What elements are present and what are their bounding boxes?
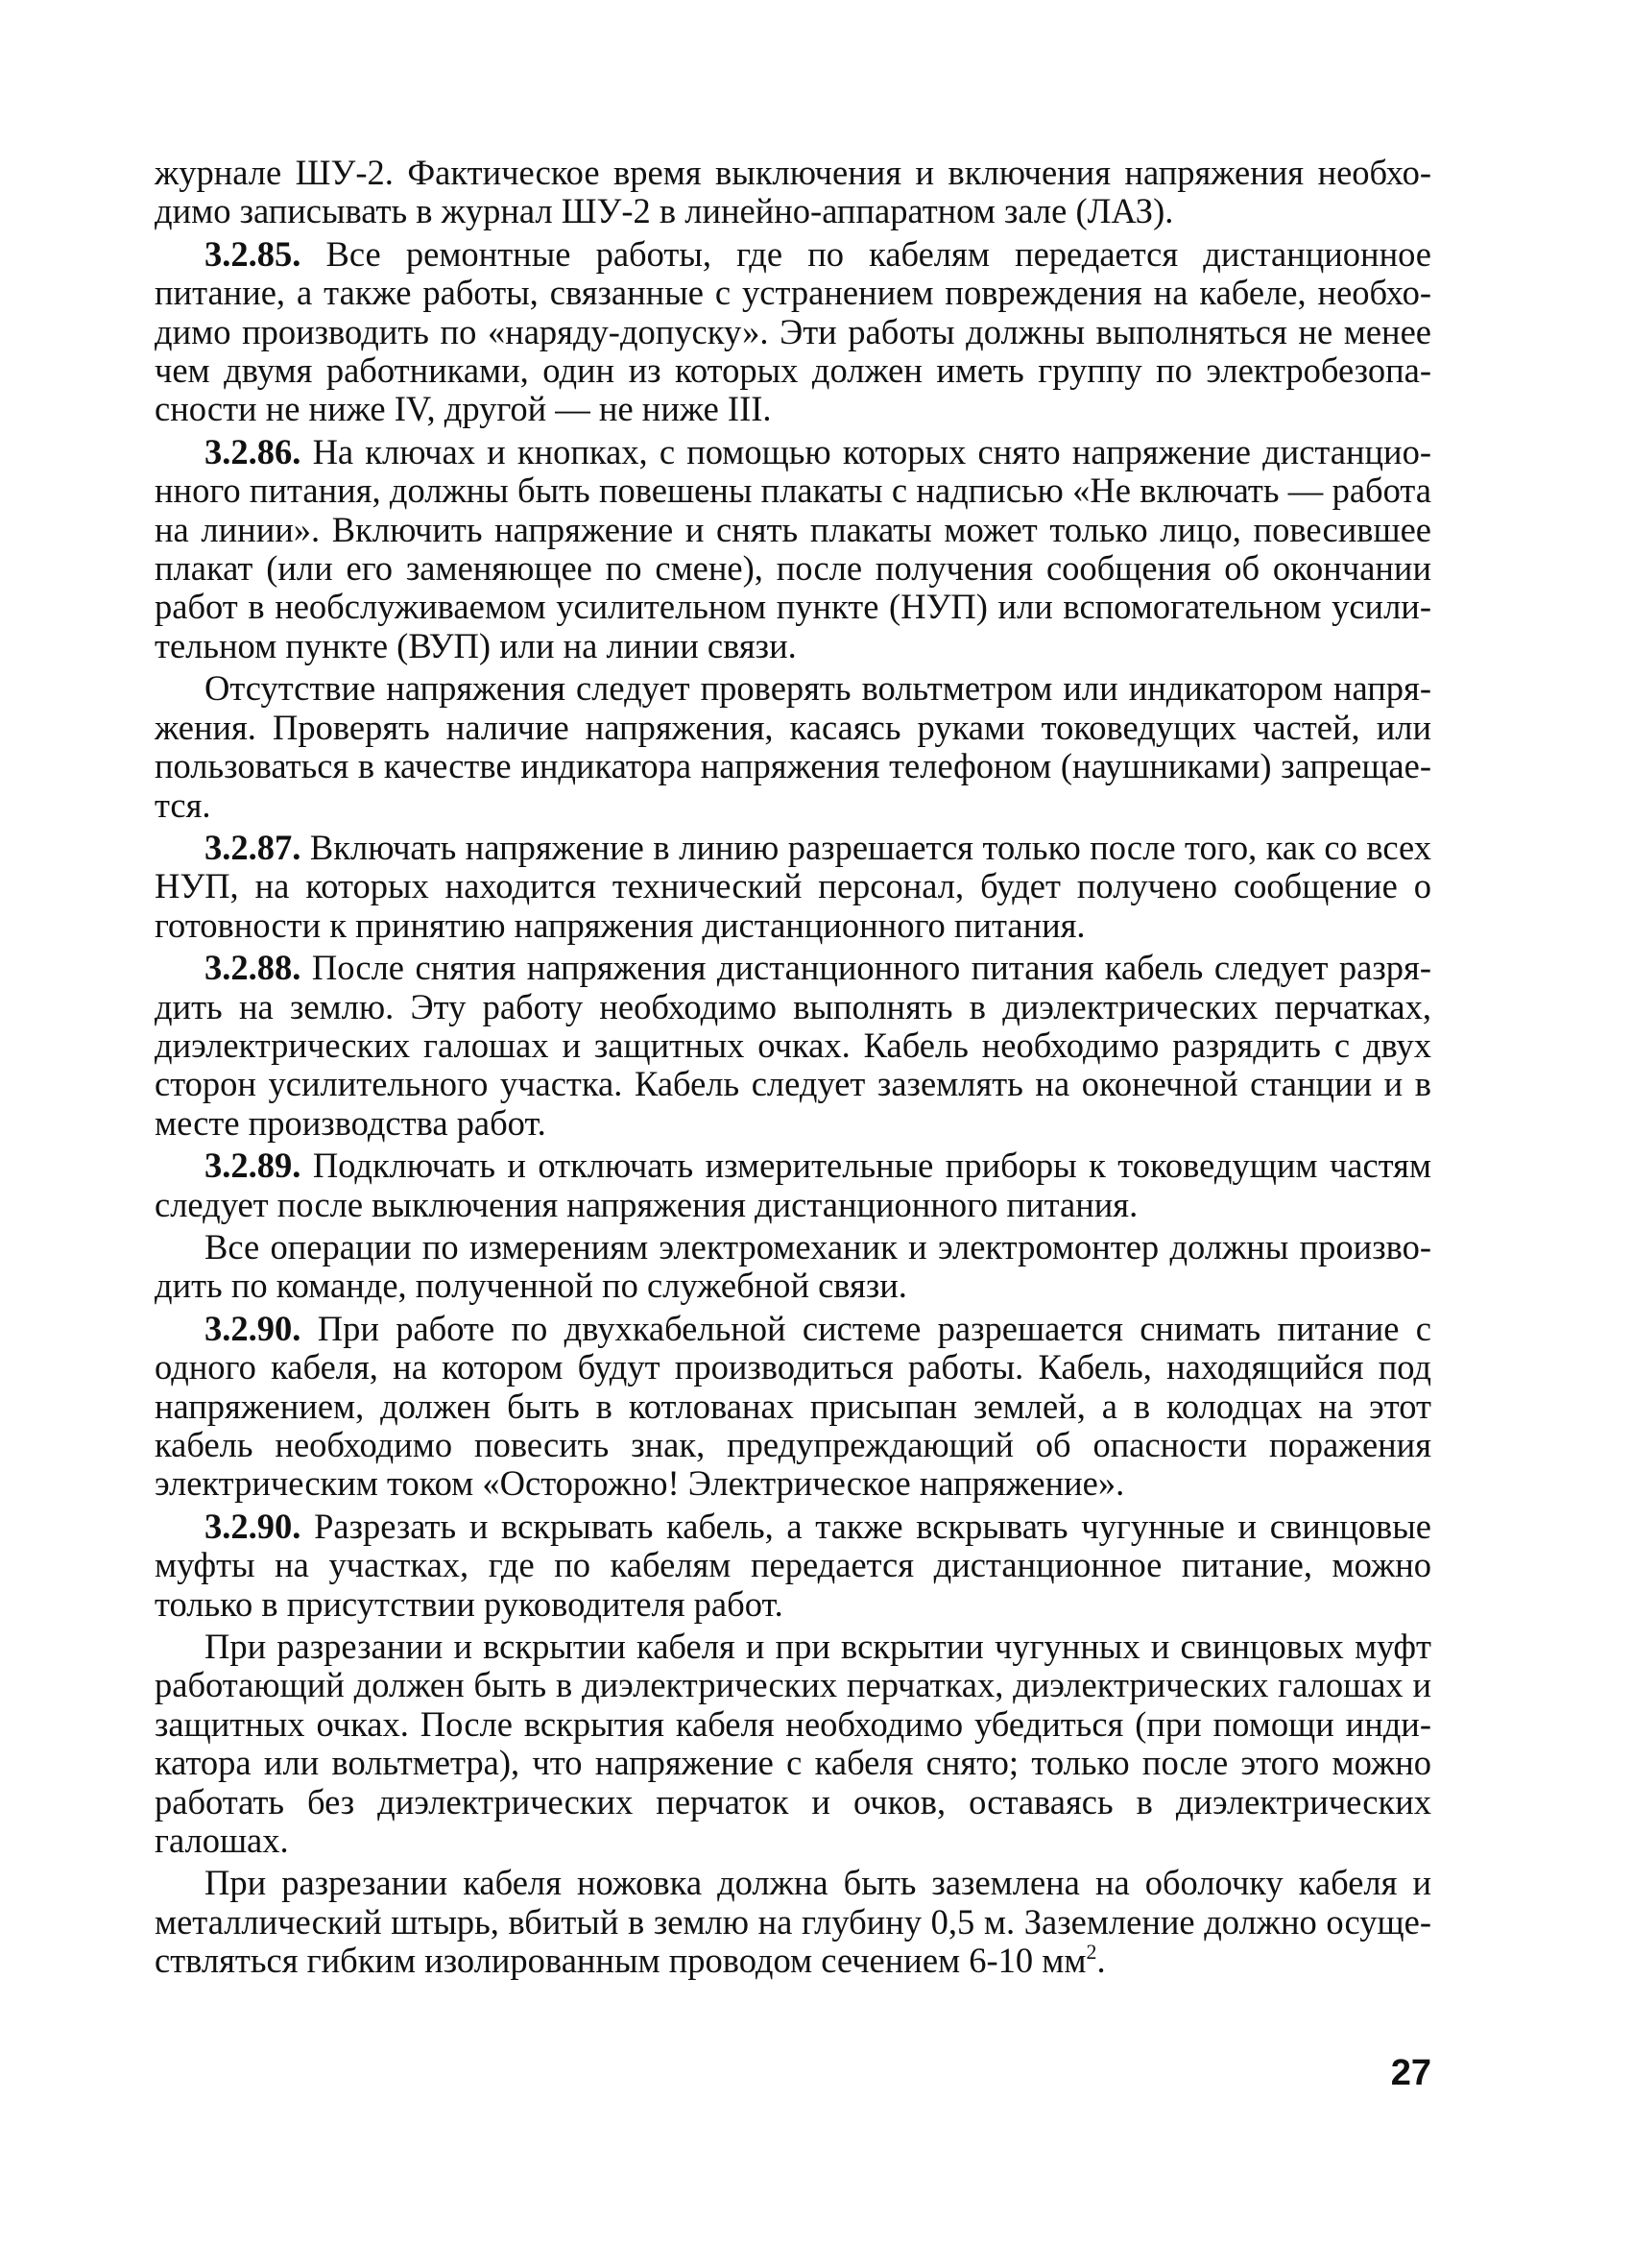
clause-number: 3.2.90. [204,1308,301,1348]
paragraph-cable-opening: При разрезании и вскрытии кабеля и при вскрытии чугунных и свинцовых муфт работающий должен быть в диэлектрических перчатках, диэлектрических галошах и защитных очках. После вскрытия кабеля необходимо убедиться (при помощи индикатора или вольтметра), что напряжение с кабеля снято; только после этого можно работать без диэлектрических перчаток и очков, оставаясь в диэлектрических галошах. [155,1627,1431,1861]
paragraph-continuation: журнале ШУ-2. Фактическое время выключения и включения напряжения необходимо записывать в журнал ШУ-2 в линейно-аппаратном зале (ЛАЗ). [155,153,1431,231]
clause-number: 3.2.90. [204,1506,301,1546]
paragraph-measurements: Все операции по измерениям электромеханик и электромонтер должны производить по команде, полученной по служебной связи. [155,1226,1431,1306]
paragraph-3-2-85: 3.2.85. Все ремонтные работы, где по кабелям передается дистанционное питание, а также работы, связанные с устранением повреждения на кабеле, необходимо производить по «наряду-допуску». Эти работы должны выполняться не менее чем двумя работниками, один из которых должен иметь группу по электробезопасности не ниже IV, другой — не ниже III. [155,233,1431,429]
clause-number: 3.2.87. [204,827,301,867]
paragraph-grounding: При разрезании кабеля ножовка должна быть заземлена на оболочку кабеля и металлический штырь, вбитый в землю на глубину 0,5 м. Заземление должно осуществляться гибким изолированным проводом сечением 6-10 $мм^2$. [155,1863,1431,1981]
paragraph-3-2-88: 3.2.88. После снятия напряжения дистанционного питания кабель следует разрядить на землю. Эту работу необходимо выполнять в диэлектрических перчатках, диэлектрических галошах и защитных очках. Кабель необходимо разрядить с двух сторон усилительного участка. Кабель следует заземлять на оконечной станции и в месте производства работ. [155,948,1431,1143]
document-page [155,154,1431,1981]
page-number: 27 [1390,2053,1431,2093]
clause-number: 3.2.86. [204,431,301,471]
clause-number: 3.2.89. [204,1146,301,1186]
paragraph-3-2-86: 3.2.86. На ключах и кнопках, с помощью которых снято напряжение дистанционного питания, должны быть повешены плакаты с надписью «Не включать — работа на линии». Включить напряжение и снять плакаты может только лицо, повесившее плакат (или его заменяющее по смене), после получения сообщения об окончании работ в необслуживаемом усилительном пункте (НУП) или вспомогательном усилительном пункте (ВУП) или на линии связи. [155,431,1431,665]
paragraph-3-2-90-b: 3.2.90. Разрезать и вскрывать кабель, а также вскрывать чугунные и свинцовые муфты на участках, где по кабелям передается дистанционное питание, можно только в присутствии руководителя работ. [155,1506,1431,1624]
clause-number: 3.2.88. [204,948,301,988]
paragraph-3-2-90-a: 3.2.90. При работе по двухкабельной системе разрешается снимать питание с одного кабеля, на котором будут производиться работы. Кабель, находящийся под напряжением, должен быть в котлованах присыпан землей, а в колодцах на этот кабель необходимо повесить знак, предупреждающий об опасности поражения электрическим током «Осторожно! Электрическое напряжение». [155,1308,1432,1504]
paragraph-voltage-check: Отсутствие напряжения следует проверять вольтметром или индикатором напряжения. Проверять наличие напряжения, касаясь руками токоведущих частей, или пользоваться в качестве индикатора напряжения телефоном (наушниками) запрещается. [155,668,1431,825]
paragraph-3-2-89: 3.2.89. Подключать и отключать измерительные приборы к токоведущим частям следует после выключения напряжения дистанционного питания. [155,1146,1432,1224]
superscript: 2 [1086,1940,1097,1965]
clause-number: 3.2.85. [204,233,301,274]
paragraph-3-2-87: 3.2.87. Включать напряжение в линию разрешается только после того, как со всех НУП, на которых находится технический персонал, будет получено сообщение о готовности к принятию напряжения дистанционного питания. [155,827,1431,945]
